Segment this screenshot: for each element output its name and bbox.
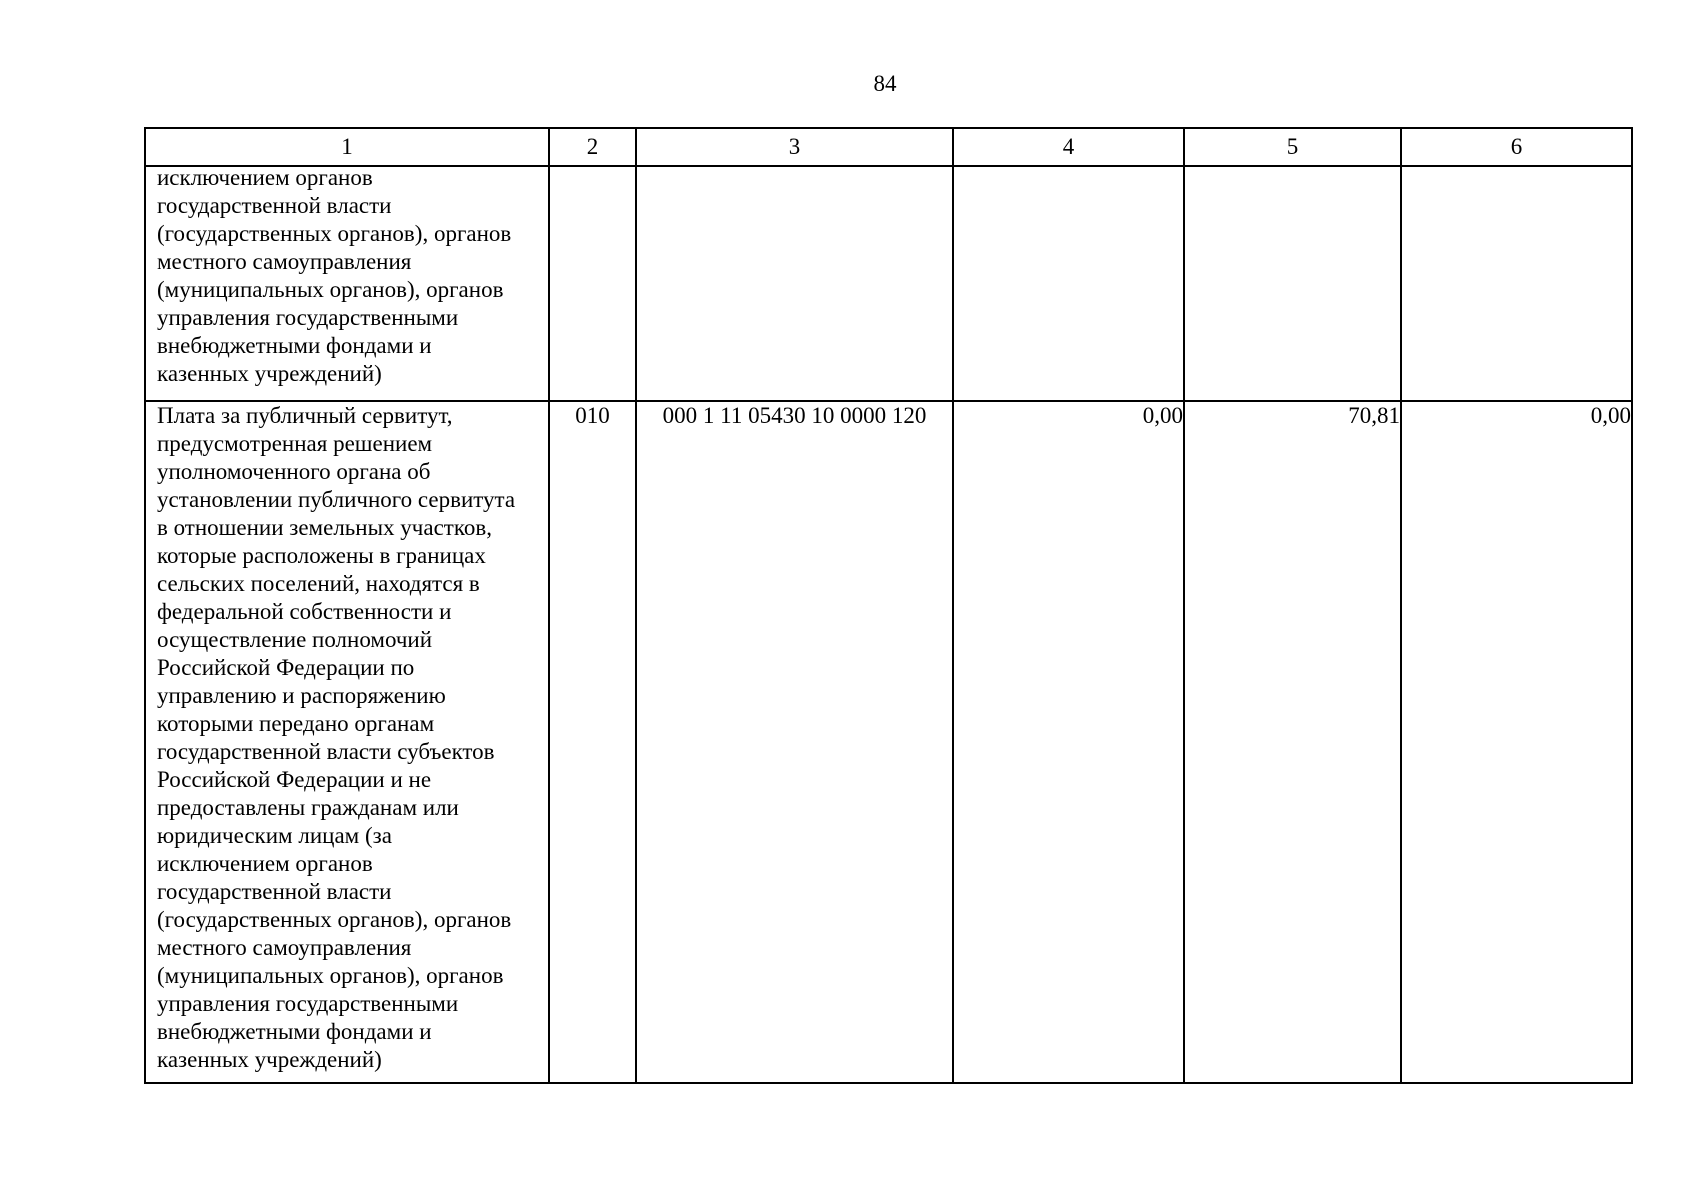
row-name-text: Плата за публичный сервитут, предусмотренная решением уполномоченного органа об установлении публичного сервитута в отношении земельных участков, которые расположены в границах сельских поселений, находятся в федеральной собственности и осуществление полномочий Российской Федерации по управлению и распоряжению которыми передано органам государственной власти субъектов Российской Федерации и не предоставлены гражданам или юридическим лицам (за исключением органов государственной власти (государственных органов), органов местного самоуправления (муниципальных органов), органов управления государственными внебюджетными фондами и казенных учреждений) — [157, 403, 516, 1072]
column-header-1: 1 — [145, 128, 549, 166]
row-name-text: исключением органов государственной власти (государственных органов), органов местного самоуправления (муниципальных органов), органов управления государственными внебюджетными фондами и казенных учреждений) — [157, 165, 512, 386]
column-header-5: 5 — [1184, 128, 1401, 166]
table-header-row — [145, 128, 1632, 166]
row-name-cell — [145, 166, 549, 401]
table-row — [145, 401, 1632, 1083]
value-5-cell — [1184, 166, 1401, 401]
value-6-cell: 0,00 — [1401, 401, 1632, 1083]
value-4-cell: 0,00 — [953, 401, 1184, 1083]
value-5-cell: 70,81 — [1184, 401, 1401, 1083]
admin-code-cell: 010 — [549, 401, 636, 1083]
column-header-2: 2 — [549, 128, 636, 166]
page-number: 84 — [873, 71, 897, 96]
column-header-4: 4 — [953, 128, 1184, 166]
value-6-cell — [1401, 166, 1632, 401]
column-header-3: 3 — [636, 128, 953, 166]
revenue-table — [144, 127, 1633, 1084]
value-4-cell — [953, 166, 1184, 401]
budget-code-cell — [636, 166, 953, 401]
table-row — [145, 166, 1632, 401]
column-header-6: 6 — [1401, 128, 1632, 166]
admin-code-cell — [549, 166, 636, 401]
budget-code-cell: 000 1 11 05430 10 0000 120 — [636, 401, 953, 1083]
row-name-cell — [145, 401, 549, 1083]
